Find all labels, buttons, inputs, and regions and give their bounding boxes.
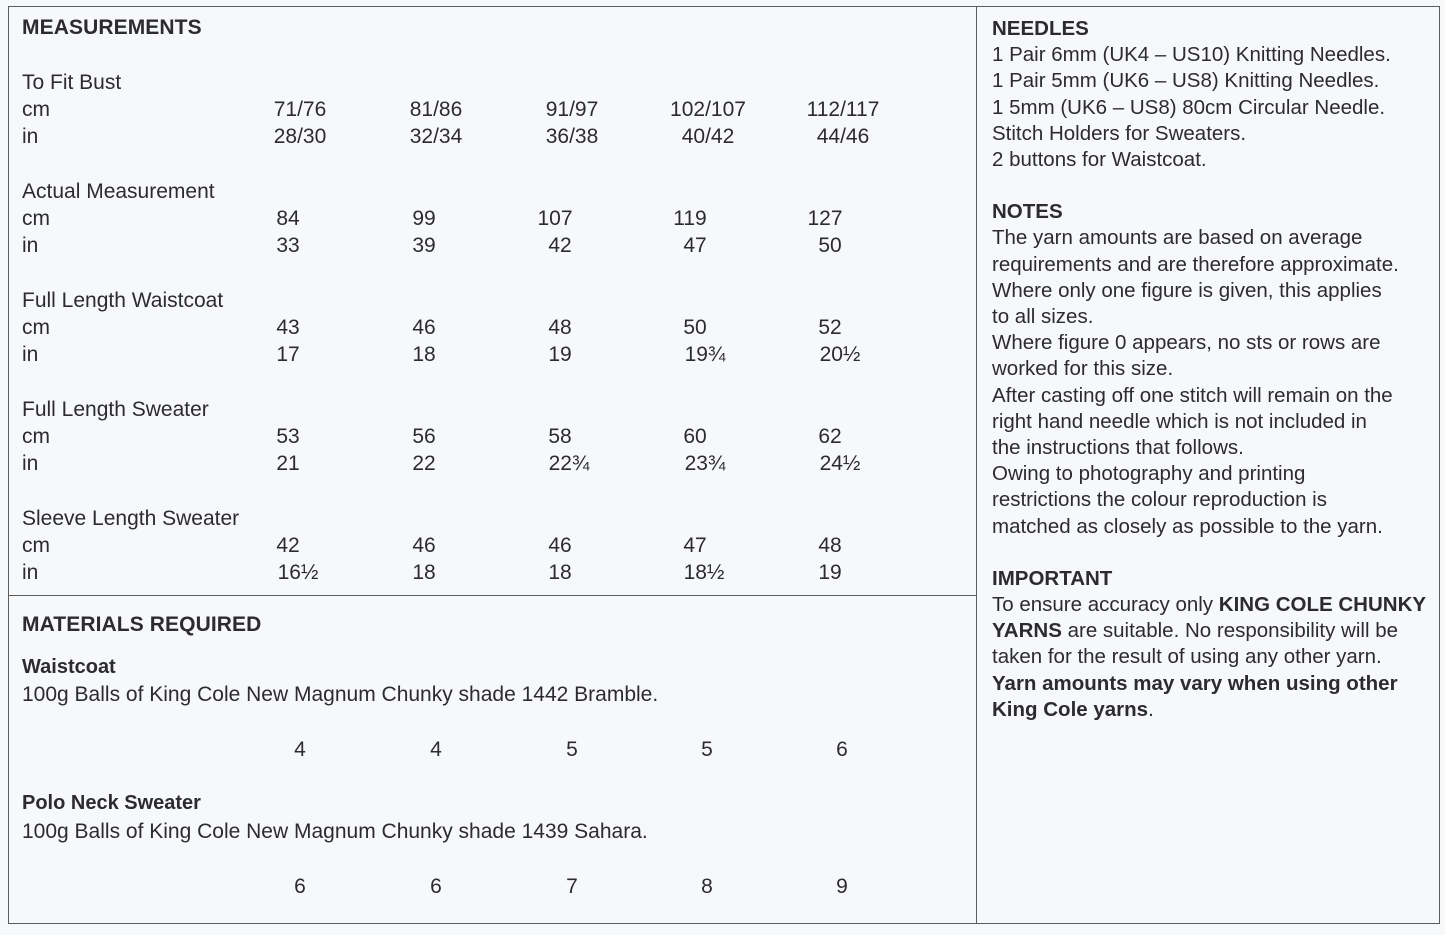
value-cell: 112/117: [806, 98, 880, 121]
notes-title: NOTES: [992, 200, 1063, 224]
notes-line: requirements and are therefore approximate.: [992, 252, 1399, 276]
needles-line: 2 buttons for Waistcoat.: [992, 148, 1207, 172]
value-cell: 91/97: [545, 98, 599, 121]
value-cell: 9: [836, 875, 848, 898]
important-warning: Yarn amounts may vary when using other: [992, 671, 1398, 695]
value-cell: 47: [683, 534, 707, 557]
value-cell: 47: [683, 234, 707, 257]
value-cell: 52: [818, 316, 842, 339]
unit-label: cm: [22, 98, 50, 121]
value-cell: 21: [276, 452, 300, 475]
value-cell: 84: [276, 207, 300, 230]
unit-label: in: [22, 343, 39, 366]
value-cell: 50: [683, 316, 707, 339]
value-cell: 99: [412, 207, 436, 230]
notes-line: After casting off one stitch will remain on the: [992, 383, 1393, 407]
value-cell: 18½: [683, 561, 725, 584]
value-cell: 5: [701, 738, 713, 761]
material-name: Polo Neck Sweater: [22, 792, 201, 814]
value-cell: 102/107: [670, 98, 746, 121]
unit-label: in: [22, 452, 39, 475]
value-cell: 8: [701, 875, 713, 898]
value-cell: 62: [818, 425, 842, 448]
value-cell: 22¾: [548, 452, 590, 475]
value-cell: 46: [412, 534, 436, 557]
value-cell: 7: [566, 875, 578, 898]
notes-line: Owing to photography and printing: [992, 462, 1306, 486]
measurements-title: MEASUREMENTS: [22, 16, 202, 39]
value-cell: 20½: [819, 343, 861, 366]
value-cell: 32/34: [409, 125, 463, 148]
group-label: Full Length Sweater: [22, 398, 209, 421]
value-cell: 5: [566, 738, 578, 761]
group-label: Full Length Waistcoat: [22, 289, 224, 312]
value-cell: 71/76: [273, 98, 327, 121]
value-cell: 22: [412, 452, 436, 475]
unit-label: cm: [22, 207, 50, 230]
value-cell: 53: [276, 425, 300, 448]
important-text: To ensure accuracy only: [992, 593, 1219, 617]
value-cell: 44/46: [816, 125, 870, 148]
value-cell: 17: [276, 343, 300, 366]
notes-line: restrictions the colour reproduction is: [992, 488, 1327, 512]
important-line: [992, 697, 1432, 723]
column-divider: [976, 6, 977, 924]
notes-line: right hand needle which is not included in: [992, 409, 1367, 433]
material-name: Waistcoat: [22, 656, 116, 678]
needles-section: [992, 16, 1432, 173]
value-cell: 46: [412, 316, 436, 339]
notes-line: The yarn amounts are based on average: [992, 226, 1363, 250]
value-cell: 6: [430, 875, 442, 898]
notes-line: the instructions that follows.: [992, 436, 1244, 460]
important-line: [992, 592, 1432, 618]
value-cell: 42: [548, 234, 572, 257]
value-cell: 28/30: [273, 125, 327, 148]
important-text: .: [1148, 697, 1154, 721]
unit-label: cm: [22, 534, 50, 557]
value-cell: 4: [294, 738, 306, 761]
value-cell: 18: [412, 561, 436, 584]
important-line: taken for the result of using any other yarn.: [992, 645, 1382, 669]
notes-line: matched as closely as possible to the yarn.: [992, 514, 1383, 538]
notes-line: Where only one figure is given, this applies: [992, 278, 1382, 302]
value-cell: 6: [294, 875, 306, 898]
needles-title: NEEDLES: [992, 17, 1089, 40]
value-cell: 119: [673, 207, 707, 230]
value-cell: 39: [412, 234, 436, 257]
group-label: To Fit Bust: [22, 71, 122, 94]
important-warning: King Cole yarns: [992, 697, 1149, 721]
important-brand: KING COLE CHUNKY: [1218, 593, 1427, 617]
value-cell: 19¾: [684, 343, 726, 366]
unit-label: in: [22, 234, 39, 257]
needles-line: Stitch Holders for Sweaters.: [992, 121, 1247, 145]
value-cell: 60: [683, 425, 707, 448]
value-cell: 48: [548, 316, 572, 339]
unit-label: cm: [22, 425, 50, 448]
right-column: [992, 16, 1432, 749]
value-cell: 48: [818, 534, 842, 557]
section-divider: [8, 595, 977, 596]
notes-line: worked for this size.: [992, 357, 1174, 381]
value-cell: 33: [276, 234, 300, 257]
material-description: 100g Balls of King Cole New Magnum Chunky shade 1439 Sahara.: [22, 820, 648, 843]
unit-label: in: [22, 561, 39, 584]
value-cell: 58: [548, 425, 572, 448]
important-line: [992, 671, 1432, 697]
important-text: are suitable. No responsibility will be: [1061, 619, 1399, 643]
material-description: 100g Balls of King Cole New Magnum Chunky shade 1442 Bramble.: [22, 683, 659, 706]
needles-line: 1 Pair 5mm (UK6 – US8) Knitting Needles.: [992, 69, 1380, 93]
value-cell: 36/38: [545, 125, 599, 148]
materials-title: MATERIALS REQUIRED: [22, 613, 262, 636]
group-label: Actual Measurement: [22, 180, 215, 203]
value-cell: 46: [548, 534, 572, 557]
unit-label: in: [22, 125, 39, 148]
important-title: IMPORTANT: [992, 566, 1113, 590]
needles-line: 1 5mm (UK6 – US8) 80cm Circular Needle.: [992, 95, 1386, 119]
value-cell: 6: [836, 738, 848, 761]
notes-line: to all sizes.: [992, 305, 1094, 329]
important-brand: YARNS: [992, 619, 1062, 643]
important-line: [992, 618, 1432, 644]
needles-line: 1 Pair 6mm (UK4 – US10) Knitting Needles.: [992, 43, 1391, 67]
value-cell: 19: [548, 343, 572, 366]
value-cell: 43: [276, 316, 300, 339]
value-cell: 81/86: [409, 98, 463, 121]
unit-label: cm: [22, 316, 50, 339]
value-cell: 23¾: [684, 452, 726, 475]
value-cell: 4: [430, 738, 442, 761]
value-cell: 40/42: [681, 125, 735, 148]
value-cell: 19: [818, 561, 842, 584]
value-cell: 127: [807, 207, 843, 230]
value-cell: 24½: [819, 452, 861, 475]
value-cell: 16½: [277, 561, 319, 584]
value-cell: 42: [276, 534, 300, 557]
notes-line: Where figure 0 appears, no sts or rows are: [992, 331, 1381, 355]
group-label: Sleeve Length Sweater: [22, 507, 240, 530]
value-cell: 56: [412, 425, 436, 448]
value-cell: 18: [412, 343, 436, 366]
notes-section: [992, 199, 1432, 540]
value-cell: 50: [818, 234, 842, 257]
important-section: [992, 566, 1432, 723]
value-cell: 18: [548, 561, 572, 584]
value-cell: 107: [537, 207, 573, 230]
